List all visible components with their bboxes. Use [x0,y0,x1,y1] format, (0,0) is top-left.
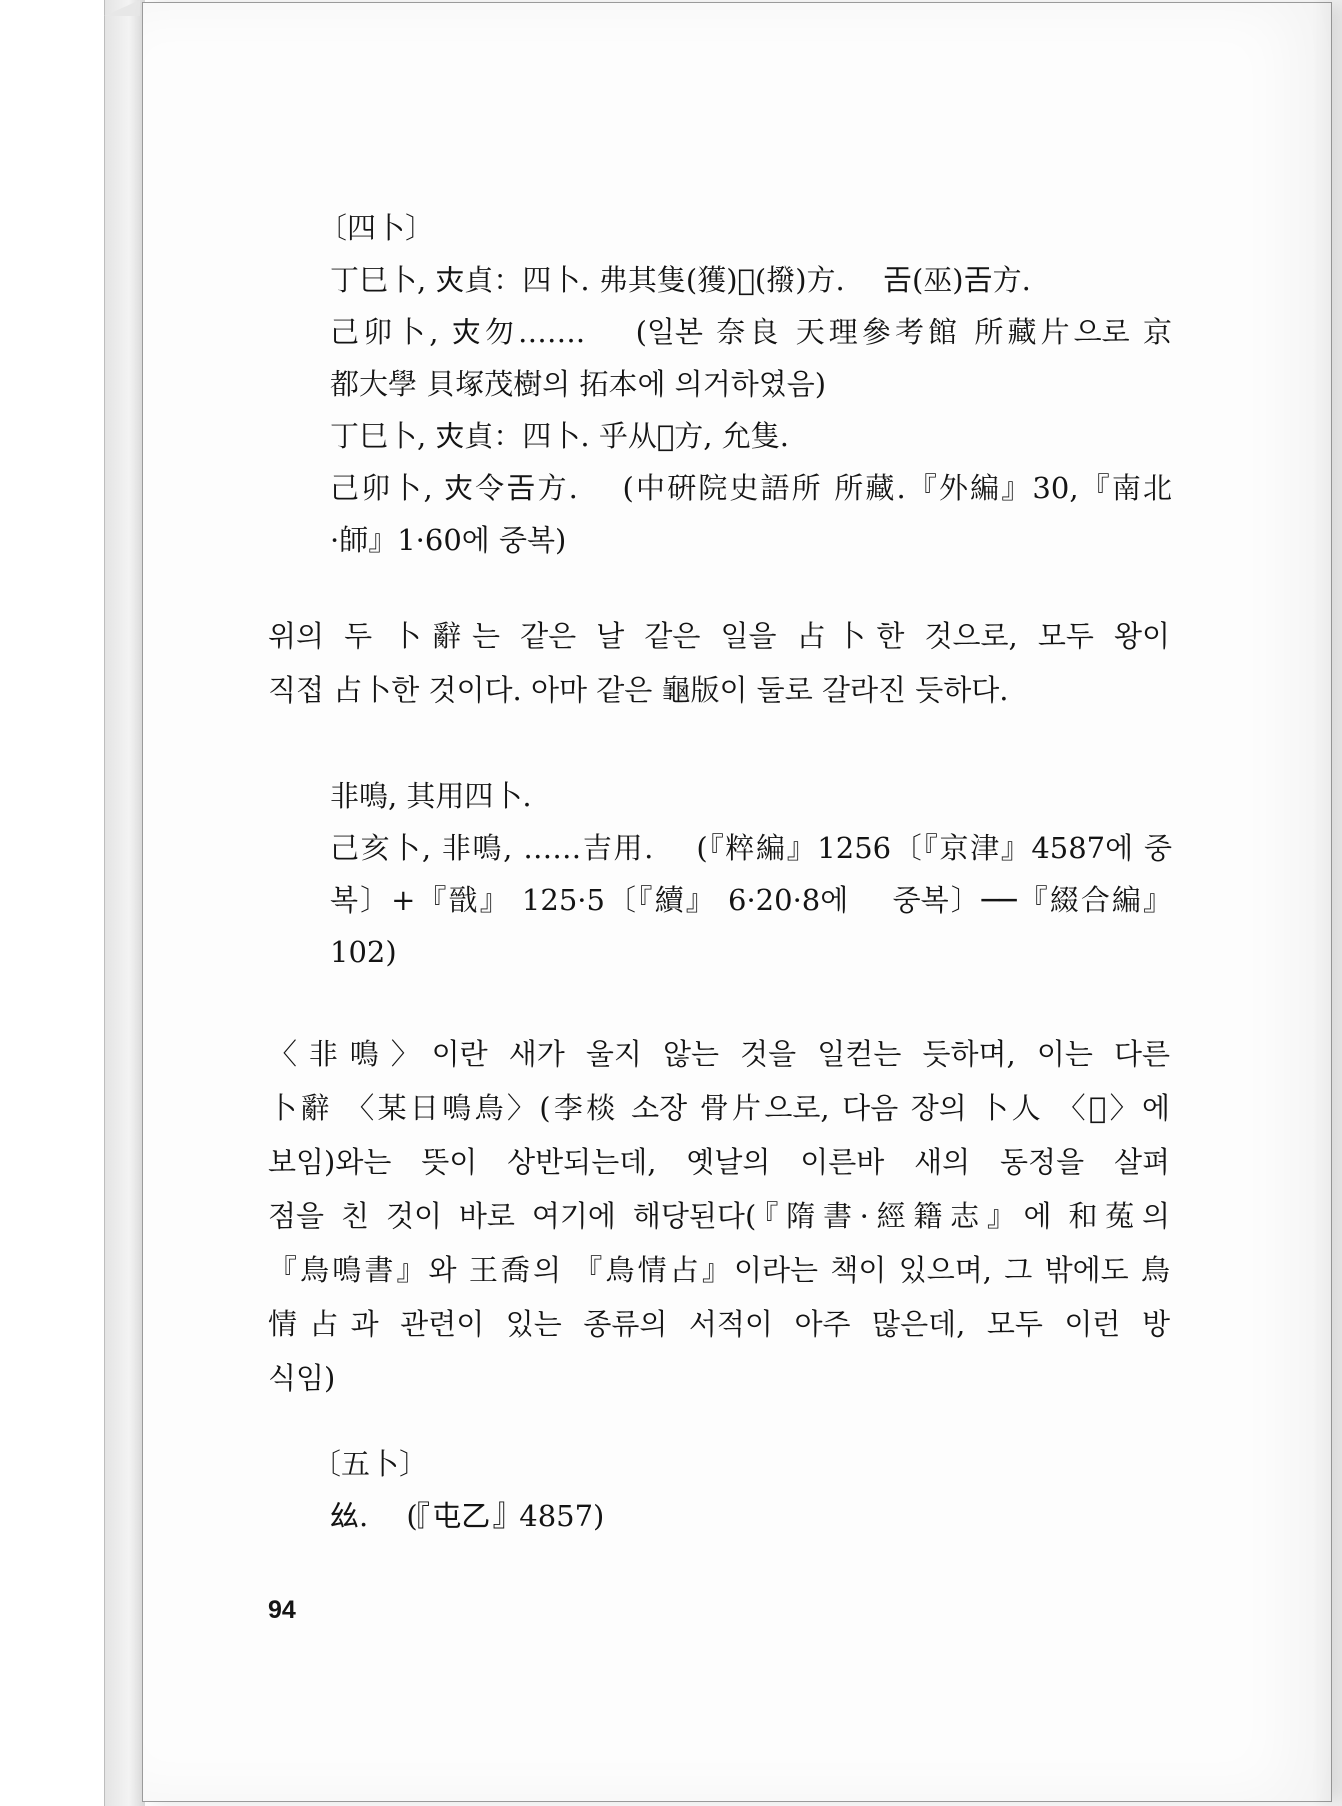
inscription-line: 己卯卜, 𡗜勿……. (일본 奈良 天理參考館 所藏片으로 京 [330,315,1172,349]
inscription-line: 己亥卜, 非鳴, ……吉用. (『粹編』1256〔『京津』4587에 중 [330,831,1172,865]
page-number: 94 [268,1596,296,1624]
book-edge [104,0,145,1806]
inscription-line: 102) [330,935,397,969]
inscription-line: 丁巳卜, 𡗜貞：四卜. 弗其隻(獲)𤰔(撥)方. 𢀛(巫)𢀛方. [330,263,1031,297]
inscription-line: ·師』1·60에 중복) [330,523,567,557]
inscription-line: 𢆶. (『屯乙』4857) [330,1499,605,1533]
body-text-line: 식임) [268,1361,336,1395]
page-shadow [1312,0,1342,1806]
section-heading-four-bu: 〔四卜〕 [318,211,435,245]
book-edge-corner [104,0,140,16]
body-text-line: 직접 占卜한 것이다. 아마 같은 龜版이 둘로 갈라진 듯하다. [268,673,1009,707]
body-text-line: 점을 친 것이 바로 여기에 해당된다(『隋書·經籍志』에 和菟의 [268,1199,1170,1233]
body-text-line: 情占과 관련이 있는 종류의 서적이 아주 많은데, 모두 이런 방 [268,1307,1170,1341]
section-heading-five-bu: 〔五卜〕 [312,1447,429,1481]
body-text-line: 위의 두 卜辭는 같은 날 같은 일을 占卜한 것으로, 모두 왕이 [268,619,1170,653]
body-text-line: 『鳥鳴書』와 王喬의 『鳥情占』이라는 책이 있으며, 그 밖에도 鳥 [268,1253,1170,1287]
inscription-line: 都大學 貝塚茂樹의 拓本에 의거하였음) [330,367,827,401]
body-text-line: 보임)와는 뜻이 상반되는데, 옛날의 이른바 새의 동정을 살펴 [268,1145,1170,1179]
inscription-line: 己卯卜, 𡗜令𢀛方. (中硏院史語所 所藏.『外編』30,『南北 [330,471,1172,505]
inscription-line: 복〕+『戩』 125·5〔『續』 6·20·8에 중복〕──『綴合編』 [330,883,1172,917]
inscription-line: 非鳴, 其用四卜. [330,779,532,813]
inscription-line: 丁巳卜, 𡗜貞：四卜. 乎从𤰔方, 允隻. [330,419,789,453]
body-text-line: 卜辭 〈某日鳴鳥〉(李棪 소장 骨片으로, 다음 장의 卜人 〈𡧊〉에 [268,1091,1170,1125]
body-text-line: 〈非鳴〉이란 새가 울지 않는 것을 일컫는 듯하며, 이는 다른 [268,1037,1170,1071]
